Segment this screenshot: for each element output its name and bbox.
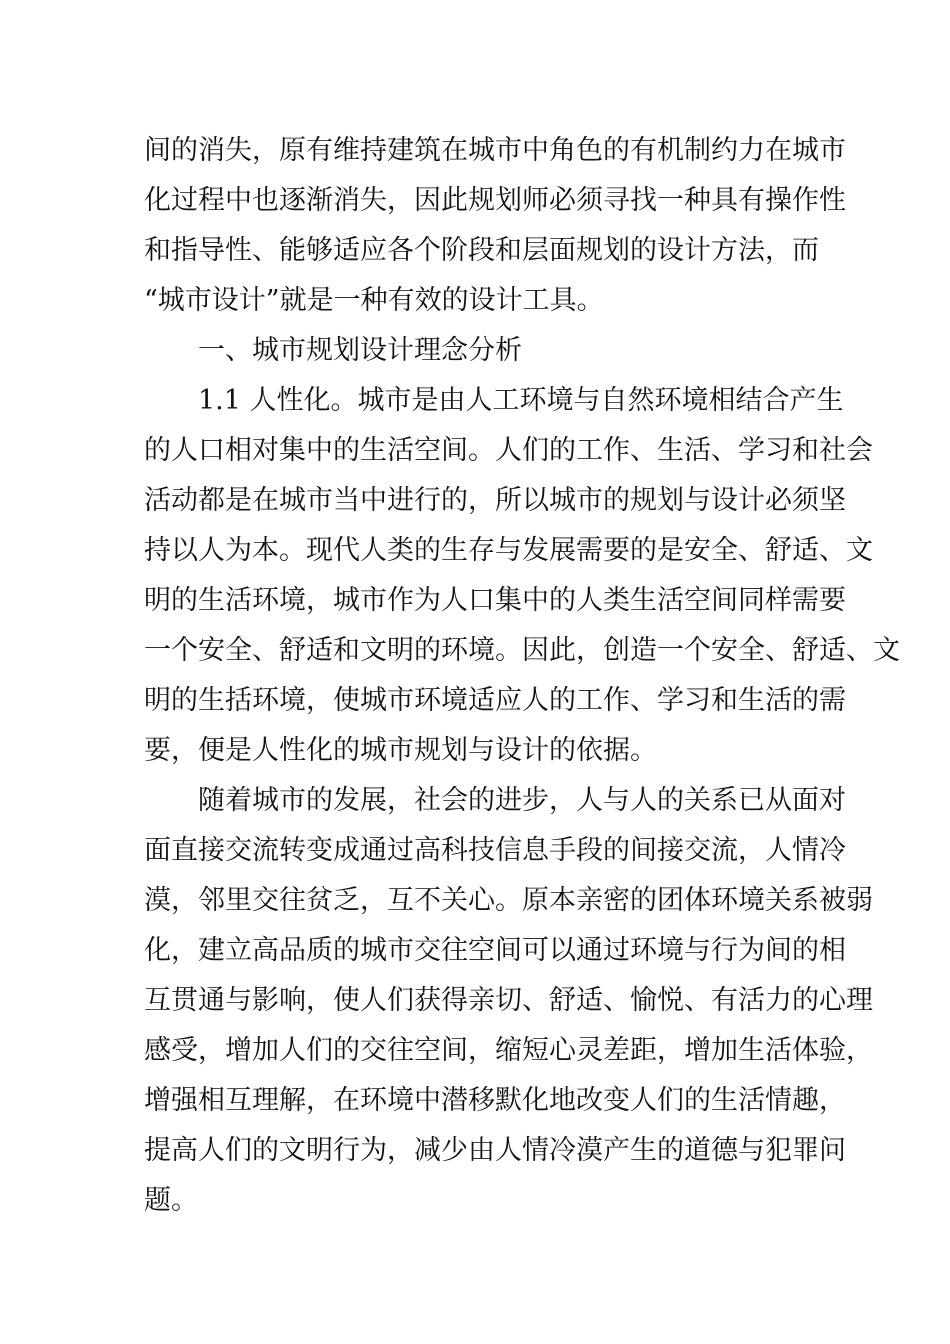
text-line: 一个安全、舒适和文明的环境。因此，创造一个安全、舒适、文: [144, 635, 900, 666]
paragraph-start-line: 随着城市的发展，社会的进步，人与人的关系已从面对: [198, 785, 846, 816]
text-line: 面直接交流转变成通过高科技信息手段的间接交流，人情冷: [144, 835, 846, 866]
text-line: 明的生活环境，城市作为人口集中的人类生活空间同样需要: [144, 585, 846, 616]
paragraph-start-line: 1.1 人性化。城市是由人工环境与自然环境相结合产生: [198, 385, 844, 416]
text-line: “城市设计”就是一种有效的设计工具。: [144, 285, 604, 316]
text-line: 题。: [144, 1185, 198, 1216]
text-line: 感受，增加人们的交往空间，缩短心灵差距，增加生活体验，: [144, 1035, 873, 1066]
text-line: 和指导性、能够适应各个阶段和层面规划的设计方法，而: [144, 235, 819, 266]
text-line: 间的消失，原有维持建筑在城市中角色的有机制约力在城市: [144, 135, 846, 166]
text-line: 要，便是人性化的城市规划与设计的依据。: [144, 735, 657, 766]
text-line: 化，建立高品质的城市交往空间可以通过环境与行为间的相: [144, 935, 846, 966]
text-line: 增强相互理解，在环境中潜移默化地改变人们的生活情趣，: [144, 1085, 846, 1116]
text-line: 持以人为本。现代人类的生存与发展需要的是安全、舒适、文: [144, 535, 873, 566]
text-line: 活动都是在城市当中进行的，所以城市的规划与设计必须坚: [144, 485, 846, 516]
document-page: [144, 126, 900, 1226]
text-line: 漠，邻里交往贫乏，互不关心。原本亲密的团体环境关系被弱: [144, 885, 873, 916]
text-line: 提高人们的文明行为，减少由人情冷漠产生的道德与犯罪问: [144, 1135, 846, 1166]
text-line: 化过程中也逐渐消失，因此规划师必须寻找一种具有操作性: [144, 185, 846, 216]
text-line: 互贯通与影响，使人们获得亲切、舒适、愉悦、有活力的心理: [144, 985, 873, 1016]
text-line: 明的生括环境，使城市环境适应人的工作、学习和生活的需: [144, 685, 846, 716]
text-line: 的人口相对集中的生活空间。人们的工作、生活、学习和社会: [144, 435, 873, 466]
section-heading: 一、城市规划设计理念分析: [198, 335, 522, 366]
